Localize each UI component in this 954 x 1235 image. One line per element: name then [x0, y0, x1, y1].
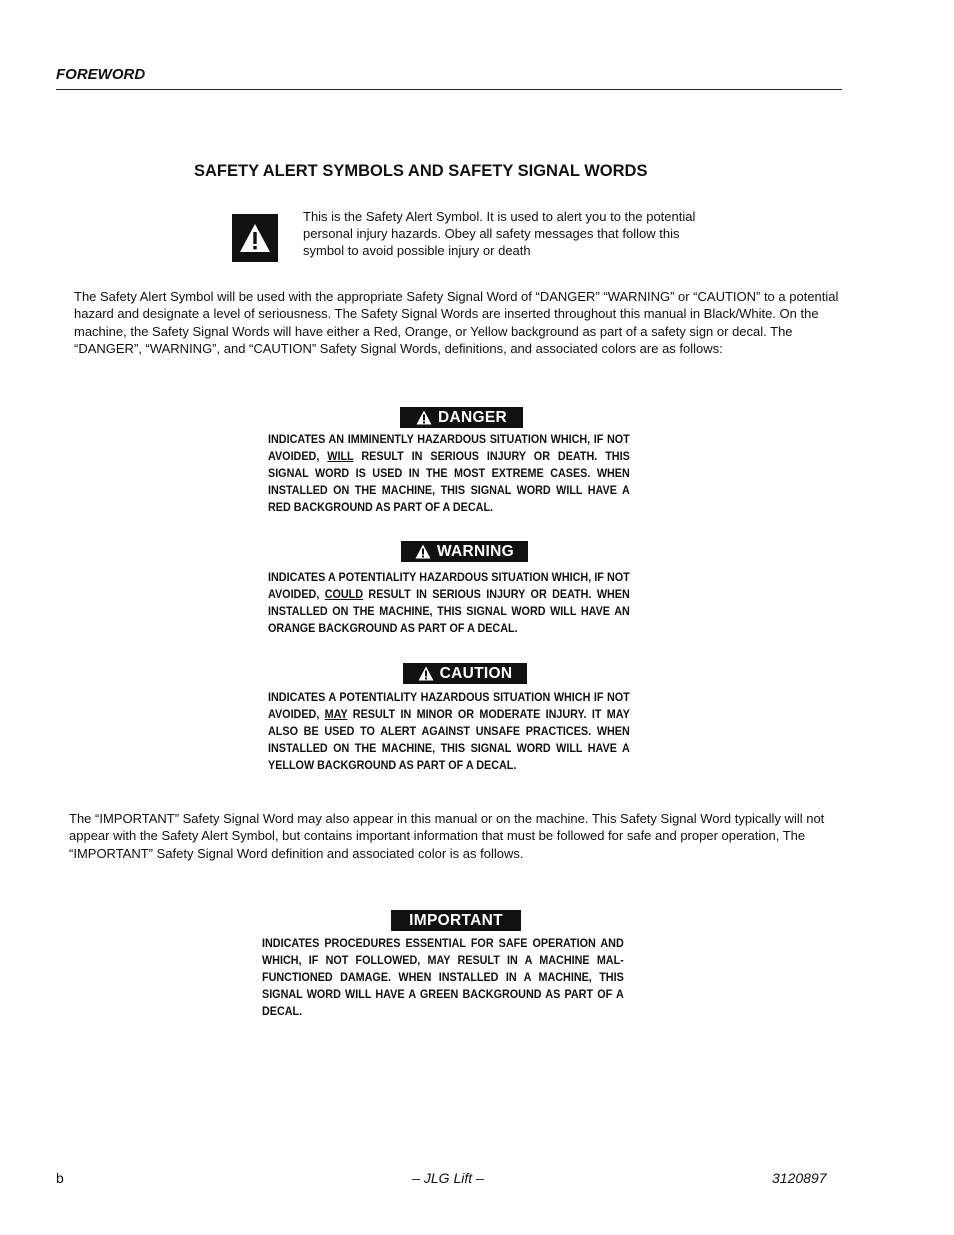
important-label-text: IMPORTANT [409, 911, 503, 929]
danger-definition-text: INDICATES AN IMMINENTLY HAZARDOUS SITUATION WHICH, IF NOT AVOIDED, [268, 433, 630, 463]
caution-definition [268, 689, 630, 774]
warning-emphasis: COULD [324, 588, 364, 601]
header-title: FOREWORD [56, 66, 146, 83]
warning-triangle-icon [416, 410, 432, 425]
signal-words-intro: The Safety Alert Symbol will be used with the appropriate Safety Signal Word of “DANGER” “WARNING” or “CAUTION” to a potential hazard and designate a level of seriousness. The Safety Signal Words are inserted throughout this manual in Black/White. On the machine, the Safety Signal Words will have either a Red, Orange, or Yellow background as part of a safety sign or decal. The “DANGER”, “WARNING”, and “CAUTION” Safety Signal Words, definitions, and associated colors are as follows: [74, 289, 839, 356]
warning-definition-text-end: RESULT IN SERIOUS INJURY OR DEATH. WHEN INSTALLED ON THE MACHINE, THIS SIGNAL WORD WILL HAVE AN ORANGE BACKGROUND AS PART OF A DECAL. [268, 588, 630, 635]
caution-definition-text: INDICATES A POTENTIALITY HAZARDOUS SITUATION WHICH IF NOT AVOIDED, [268, 691, 630, 721]
warning-label-text: WARNING [436, 542, 514, 560]
danger-definition [268, 431, 630, 516]
warning-definition-text: INDICATES A POTENTIALITY HAZARDOUS SITUATION WHICH, IF NOT AVOIDED, [268, 571, 630, 601]
footer-page-number: b [56, 1170, 64, 1186]
danger-signal-label [400, 407, 523, 428]
caution-definition-text-end: RESULT IN MINOR OR MODERATE INJURY. IT MAY ALSO BE USED TO ALERT AGAINST UNSAFE PRACTICES. WHEN INSTALLED ON THE MACHINE, THIS SIGNAL WORD WILL HAVE A YELLOW BACKGROUND AS PART OF A DECAL. [268, 708, 630, 772]
safety-alert-description: This is the Safety Alert Symbol. It is used to alert you to the potential personal injury hazards. Obey all safety messages that follow this symbol to avoid possible injury or death [303, 209, 696, 258]
header-divider [56, 89, 842, 90]
danger-label-text: DANGER [438, 408, 507, 426]
footer-publisher: – JLG Lift – [412, 1170, 484, 1186]
footer-document-number: 3120897 [772, 1170, 827, 1186]
warning-triangle-icon [415, 544, 431, 559]
important-definition: INDICATES PROCEDURES ESSENTIAL FOR SAFE OPERATION AND WHICH, IF NOT FOLLOWED, MAY RESULT IN A MACHINE MAL-FUNCTIONED DAMAGE. WHEN INSTALLED IN A MACHINE, THIS SIGNAL WORD WILL HAVE A GREEN BACKGROUND AS PART OF A DECAL. [262, 937, 624, 1018]
warning-signal-label [401, 541, 528, 562]
caution-emphasis: MAY [324, 708, 348, 721]
warning-triangle-icon [418, 666, 434, 681]
danger-definition-text-end: RESULT IN SERIOUS INJURY OR DEATH. THIS SIGNAL WORD IS USED IN THE MOST EXTREME CASES. WHEN INSTALLED ON THE MACHINE, THIS SIGNAL WORD WILL HAVE A RED BACKGROUND AS PART OF A DECAL. [268, 450, 630, 514]
danger-emphasis: WILL [327, 450, 354, 463]
caution-label-text: CAUTION [439, 664, 513, 682]
important-signal-label [391, 910, 521, 931]
caution-signal-label [403, 663, 527, 684]
warning-triangle-icon [238, 221, 272, 255]
safety-alert-icon [232, 214, 278, 262]
warning-definition [268, 569, 630, 637]
important-intro: The “IMPORTANT” Safety Signal Word may also appear in this manual or on the machine. This Safety Signal Word typically will not appear with the Safety Alert Symbol, but contains important information that must be followed for safe and proper operation, The “IMPORTANT” Safety Signal Word definition and associated color is as follows. [69, 811, 825, 861]
section-title: SAFETY ALERT SYMBOLS AND SAFETY SIGNAL WORDS [194, 162, 648, 180]
